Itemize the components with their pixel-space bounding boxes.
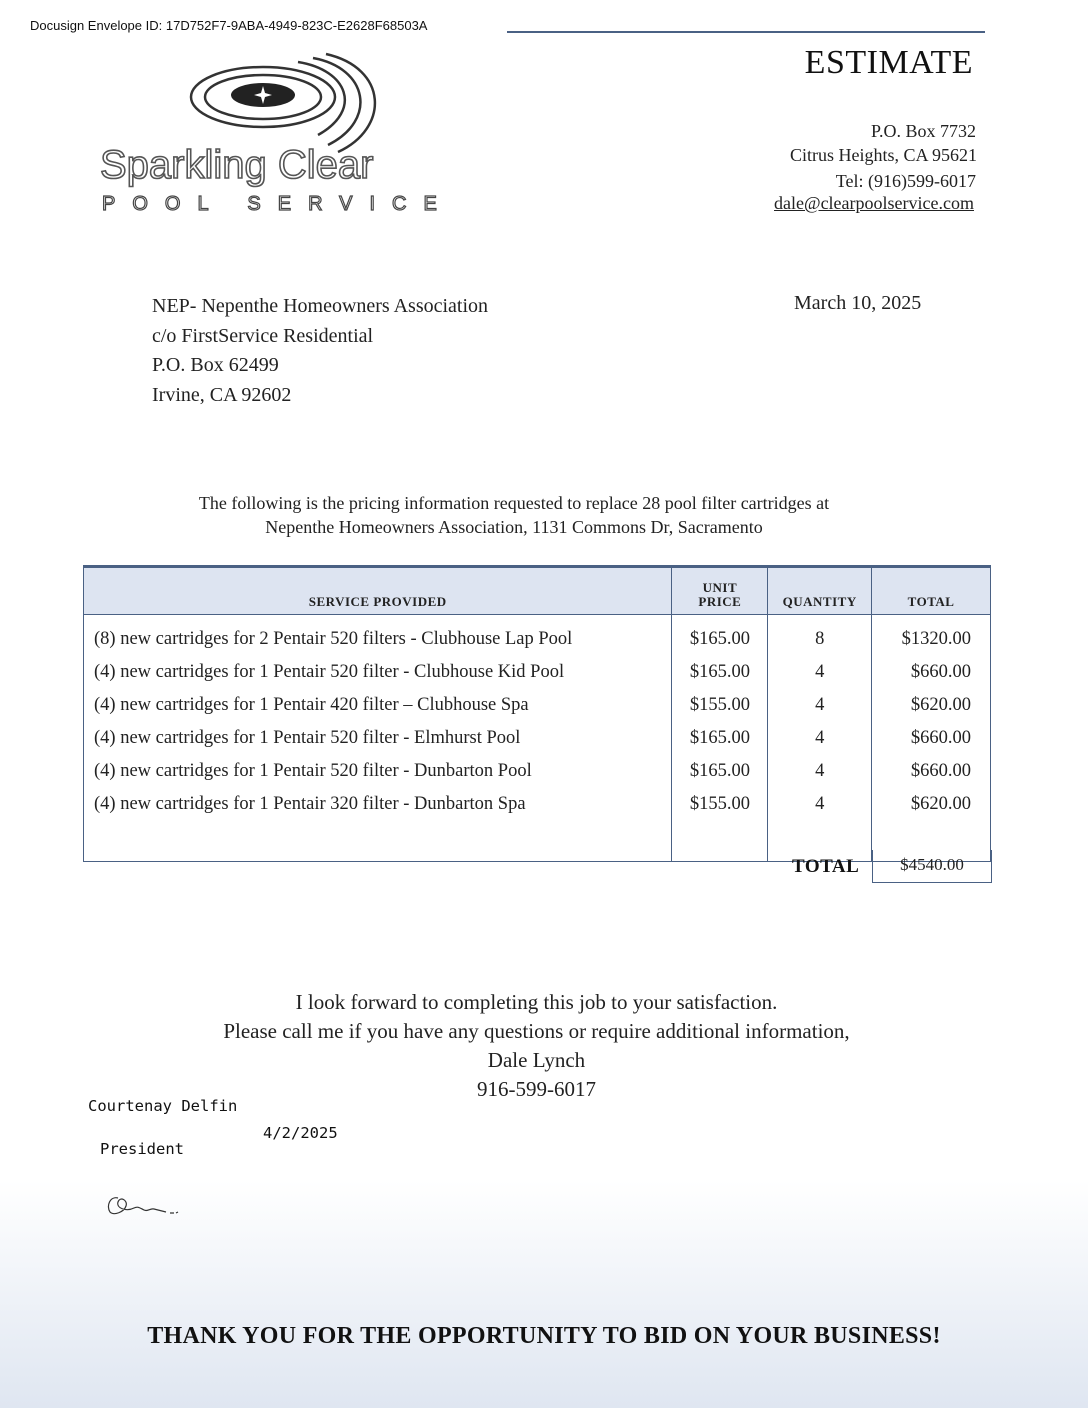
handwritten-signature [104,1190,184,1220]
recipient-line3: P.O. Box 62499 [152,354,279,376]
grand-total-value: $4540.00 [872,850,992,883]
table-row [84,722,991,755]
closing-phone: 916-599-6017 [477,1077,596,1101]
row-total: $660.00 [872,722,991,755]
company-email-wrap [774,191,974,215]
row-service: (4) new cartridges for 1 Pentair 520 filter - Clubhouse Kid Pool [94,662,565,682]
table-row [84,689,991,722]
logo-subtext: POOL SERVICE [102,193,454,215]
signer-title: President [100,1140,184,1158]
company-phone: Tel: (916)599-6017 [835,171,976,191]
header-quantity: QUANTITY [768,567,872,615]
row-quantity: 4 [768,722,872,755]
table-row [84,656,991,689]
logo-text: Sparkling Clear [100,143,374,187]
row-service: (4) new cartridges for 1 Pentair 320 filter - Dunbarton Spa [94,794,526,814]
header-total: TOTAL [872,567,991,615]
company-address-line2: Citrus Heights, CA 95621 [789,145,977,165]
header-unit-price-line2: PRICE [698,594,742,609]
estimate-date: March 10, 2025 [794,292,922,314]
row-quantity: 4 [768,788,872,821]
row-total: $660.00 [872,755,991,788]
header-rule [507,31,985,33]
table-header-row [84,567,991,615]
footer-thanks: THANK YOU FOR THE OPPORTUNITY TO BID ON YOUR BUSINESS! [147,1323,941,1349]
row-unit-price: $165.00 [672,755,768,788]
intro-line1: The following is the pricing information requested to replace 28 pool filter cartridges at [198,493,830,513]
table-row [84,788,991,821]
row-service: (4) new cartridges for 1 Pentair 520 filter - Dunbarton Pool [94,761,532,781]
header-unit-price [672,567,768,615]
document-title: ESTIMATE [804,44,973,81]
signer-name: Courtenay Delfin [88,1097,238,1115]
row-quantity: 4 [768,755,872,788]
empty-cell [672,821,768,862]
row-total: $1320.00 [872,615,991,657]
header-service: SERVICE PROVIDED [84,567,672,615]
company-address-line1: P.O. Box 7732 [870,121,976,141]
intro-line2: Nepenthe Homeowners Association, 1131 Commons Dr, Sacramento [265,517,763,537]
estimate-table [83,565,991,862]
row-service: (4) new cartridges for 1 Pentair 520 filter - Elmhurst Pool [94,728,521,748]
company-email-link[interactable]: dale@clearpoolservice.com [774,193,974,213]
row-service: (4) new cartridges for 1 Pentair 420 filter – Clubhouse Spa [94,695,529,715]
recipient-block [152,292,488,410]
row-unit-price: $155.00 [672,788,768,821]
grand-total-label: TOTAL [792,856,860,877]
row-total: $620.00 [872,689,991,722]
row-quantity: 4 [768,656,872,689]
closing-line2: Please call me if you have any questions or require additional information, [223,1019,850,1043]
recipient-line2: c/o FirstService Residential [152,324,374,347]
intro-text [100,491,928,539]
table-row [84,615,991,657]
row-total: $660.00 [872,656,991,689]
closing-line1: I look forward to completing this job to your satisfaction. [295,990,778,1014]
row-unit-price: $155.00 [672,689,768,722]
signed-date: 4/2/2025 [263,1124,338,1142]
row-service: (8) new cartridges for 2 Pentair 520 filters - Clubhouse Lap Pool [94,629,573,649]
header-unit-price-line1: UNIT [702,580,738,595]
closing-block [100,988,973,1104]
row-unit-price: $165.00 [672,656,768,689]
company-logo [98,50,454,220]
recipient-line4: Irvine, CA 92602 [152,383,292,406]
row-unit-price: $165.00 [672,722,768,755]
recipient-line1: NEP- Nepenthe Homeowners Association [152,295,489,317]
row-total: $620.00 [872,788,991,821]
docusign-envelope-id: Docusign Envelope ID: 17D752F7-9ABA-4949-823C-E2628F68503A [30,18,428,33]
row-unit-price: $165.00 [672,615,768,657]
row-quantity: 4 [768,689,872,722]
empty-cell [84,821,672,862]
row-quantity: 8 [768,615,872,657]
closing-name: Dale Lynch [487,1048,586,1072]
table-row [84,755,991,788]
